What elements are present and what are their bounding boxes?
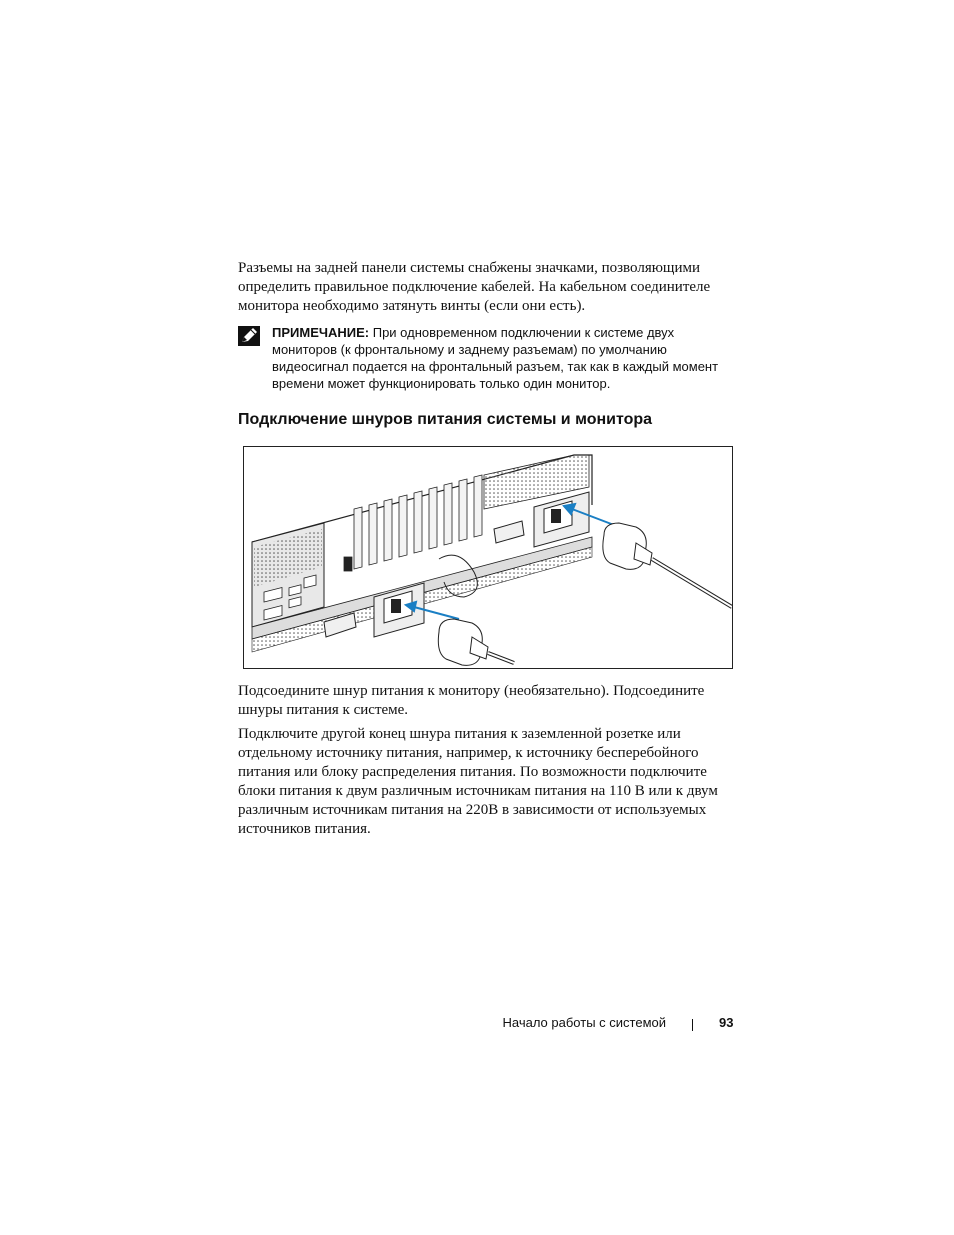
intro-paragraph: Разъемы на задней панели системы снабжены значками, позволяющими определить правильное подключение кабелей. На кабельном соединителе монитора необходимо затянуть винты (если они есть). [238, 260, 711, 314]
server-power-cords-illustration [244, 447, 733, 669]
server-power-cords-figure [243, 446, 733, 669]
footer-separator [692, 1019, 693, 1031]
note-text [272, 324, 738, 392]
connect-monitor-paragraph: Подсоедините шнур питания к монитору (необязательно). Подсоедините шнуры питания к системе. [238, 683, 705, 718]
note-block [238, 324, 738, 392]
section-heading: Подключение шнуров питания системы и монитора [238, 411, 653, 428]
note-body: При одновременном подключении к системе двух мониторов (к фронтальному и заднему разъемам) по умолчанию видеосигнал подается на фронтальный разъем, так как в каждый момент времени может функционировать только один монитор. [272, 325, 719, 391]
connect-outlet-paragraph: Подключите другой конец шнура питания к заземленной розетке или отдельному источнику питания, например, к источнику бесперебойного питания или блоку распределения питания. По возможности подключите блоки питания к двум различным источникам питания на 110 В или к двум различным источникам питания на 220В в зависимости от используемых источников питания. [238, 726, 718, 837]
page-number: 93 [719, 1015, 734, 1030]
note-label: ПРИМЕЧАНИЕ: [272, 325, 370, 340]
pencil-note-icon [238, 326, 260, 346]
footer-section-title: Начало работы с системой [502, 1015, 666, 1030]
page-footer [0, 1015, 954, 1035]
